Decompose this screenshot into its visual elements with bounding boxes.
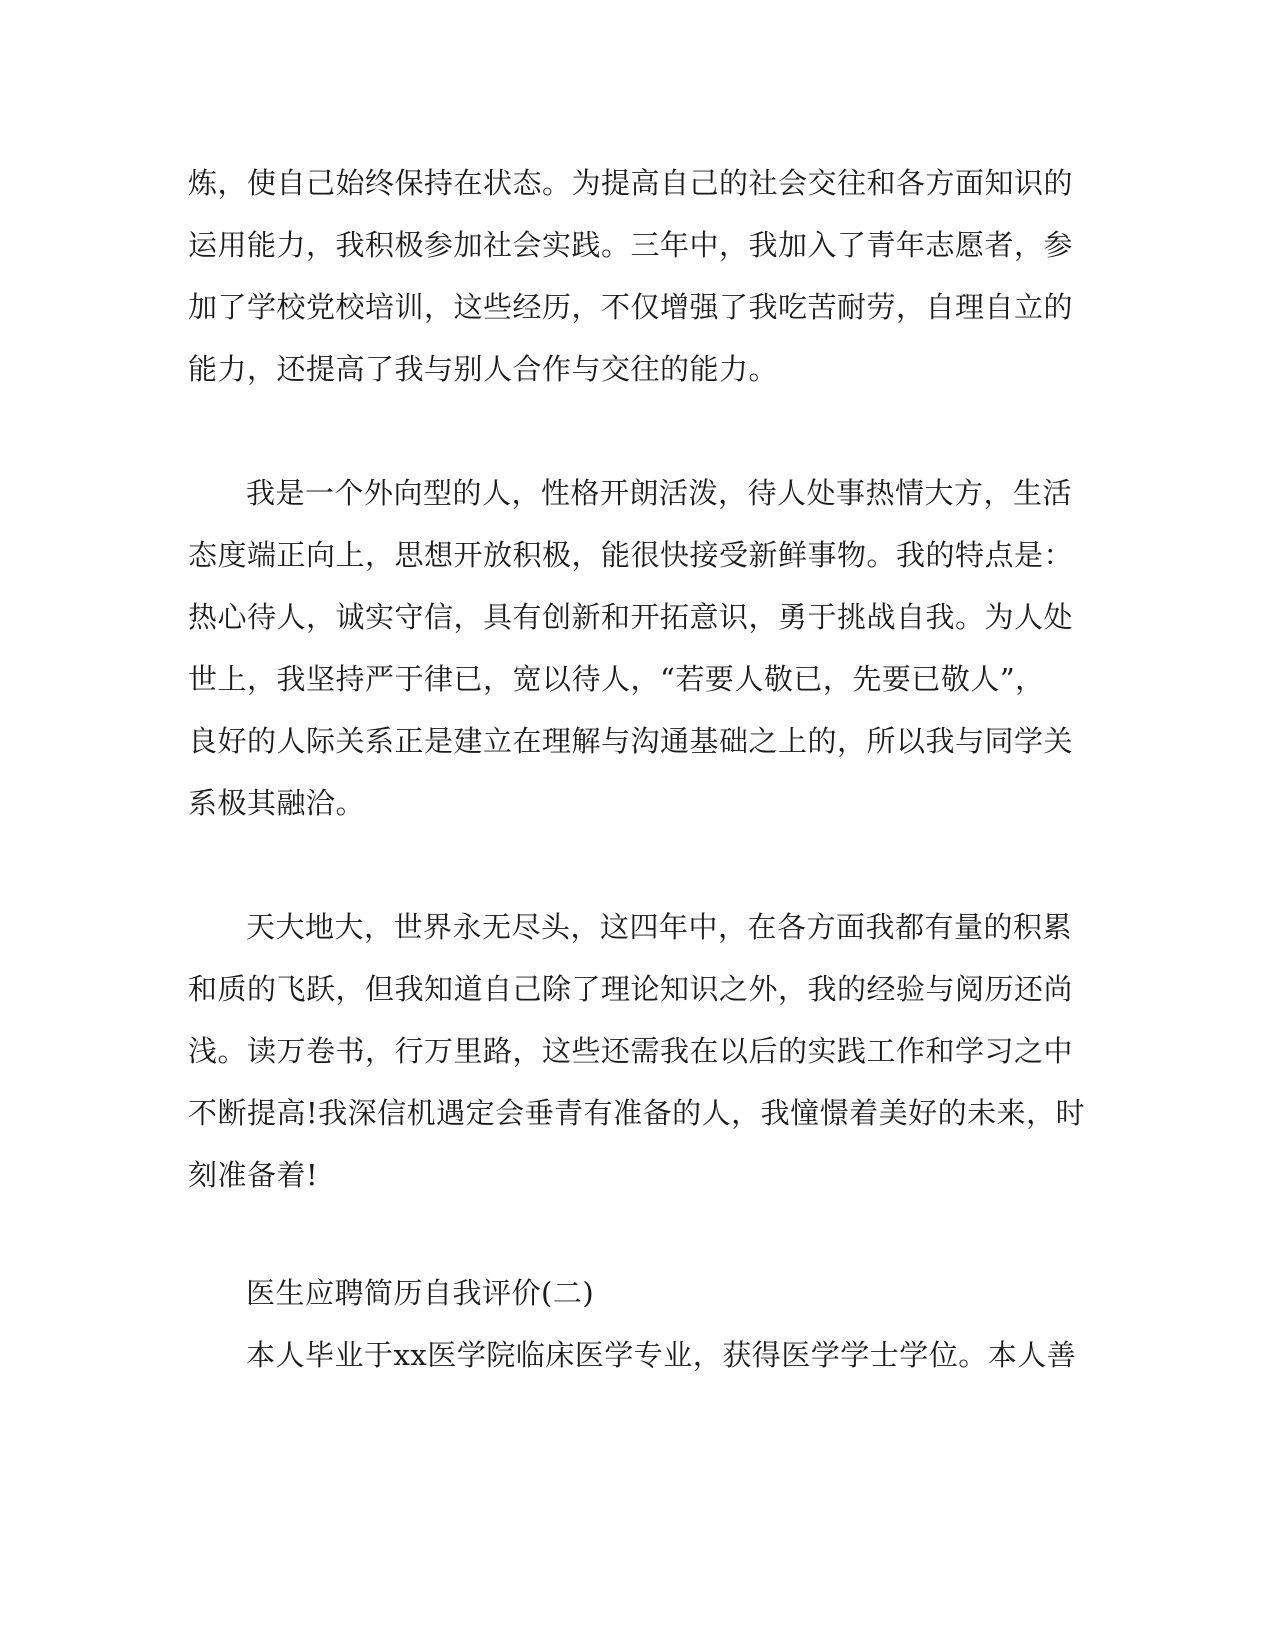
paragraph1-line2: 运用能力，我积极参加社会实践。三年中，我加入了青年志愿者，参 <box>188 228 1074 262</box>
paragraph3-line4: 不断提高!我深信机遇定会垂青有准备的人，我憧憬着美好的未来，时 <box>188 1096 1086 1130</box>
paragraph2-line3: 热心待人，诚实守信，具有创新和开拓意识，勇于挑战自我。为人处 <box>188 600 1074 634</box>
paragraph1-line4: 能力，还提高了我与别人合作与交往的能力。 <box>188 352 779 386</box>
paragraph2-line1: 我是一个外向型的人，性格开朗活泼，待人处事热情大方，生活 <box>246 476 1073 510</box>
section-heading: 医生应聘简历自我评价(二) <box>246 1276 595 1310</box>
paragraph3-line3: 浅。读万卷书，行万里路，这些还需我在以后的实践工作和学习之中 <box>188 1034 1074 1068</box>
paragraph2-line2: 态度端正向上，思想开放积极，能很快接受新鲜事物。我的特点是： <box>188 538 1074 572</box>
paragraph2-line5: 良好的人际关系正是建立在理解与沟通基础之上的，所以我与同学关 <box>188 724 1074 758</box>
paragraph2-line4: 世上，我坚持严于律已，宽以待人，“若要人敬已，先要已敬人”， <box>188 662 1045 696</box>
paragraph1-line1: 炼，使自己始终保持在状态。为提高自己的社会交往和各方面知识的 <box>188 166 1074 200</box>
paragraph3-line1: 天大地大，世界永无尽头，这四年中，在各方面我都有量的积累 <box>246 910 1073 944</box>
paragraph3-line5: 刻准备着! <box>188 1158 319 1192</box>
paragraph2-line6: 系极其融洽。 <box>188 786 366 820</box>
paragraph3-line2: 和质的飞跃，但我知道自己除了理论知识之外，我的经验与阅历还尚 <box>188 972 1074 1006</box>
paragraph1-line3: 加了学校党校培训，这些经历，不仅增强了我吃苦耐劳，自理自立的 <box>188 290 1074 324</box>
paragraph4-line1: 本人毕业于xx医学院临床医学专业，获得医学学士学位。本人善 <box>246 1338 1077 1372</box>
